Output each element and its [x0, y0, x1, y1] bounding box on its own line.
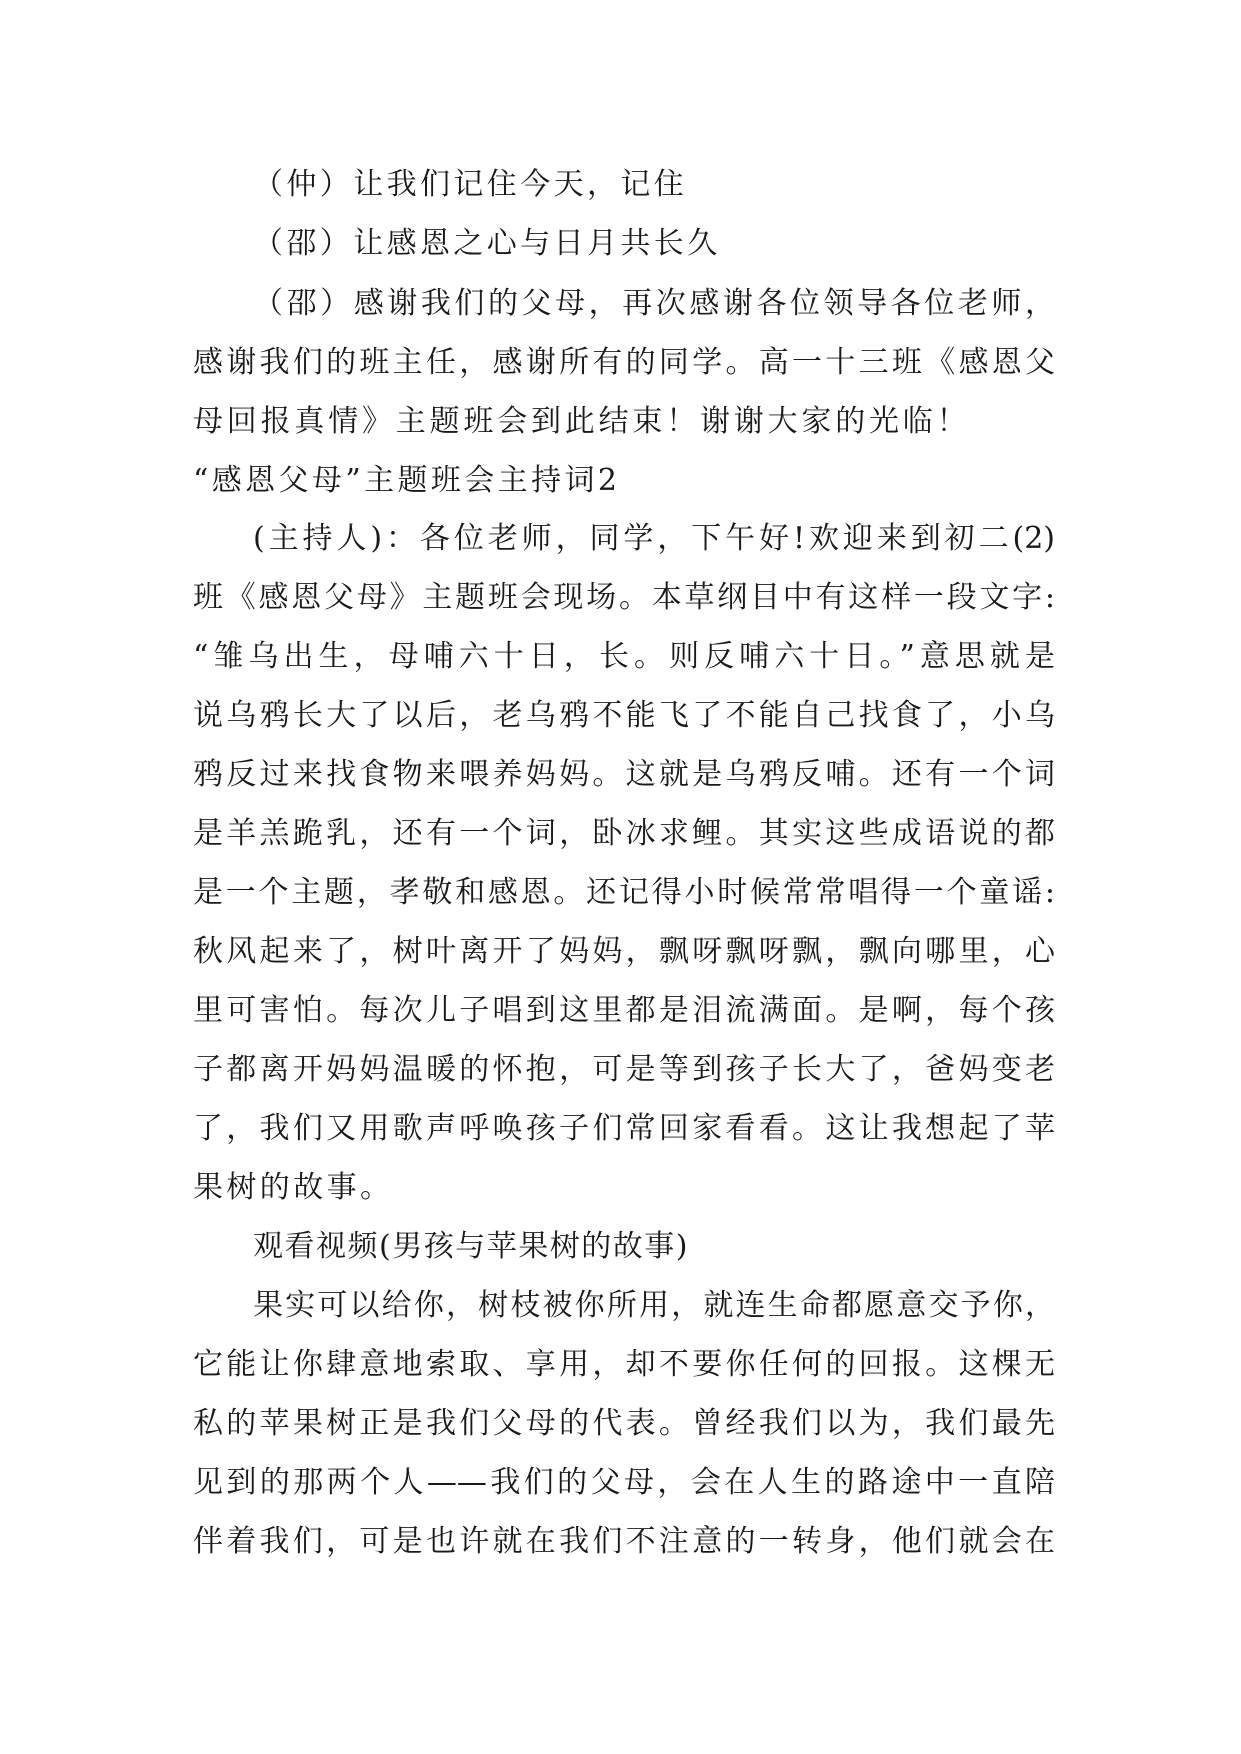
text-line: 果树的故事。 [193, 1170, 394, 1205]
text-line: 见到的那两个人——我们的父母，会在人生的路途中一直陪 [193, 1465, 1055, 1500]
text-line: 是羊羔跪乳，还有一个词，卧冰求鲤。其实这些成语说的都 [193, 816, 1055, 851]
text-line: 鸦反过来找食物来喂养妈妈。这就是乌鸦反哺。还有一个词 [193, 757, 1055, 792]
text-line: 果实可以给你，树枝被你所用，就连生命都愿意交予你， [253, 1288, 1055, 1323]
text-line: （邵）让感恩之心与日月共长久 [253, 226, 721, 261]
text-line: 母回报真情》主题班会到此结束！谢谢大家的光临！ [193, 404, 971, 439]
text-line: 子都离开妈妈温暖的怀抱，可是等到孩子长大了，爸妈变老 [193, 1052, 1055, 1087]
text-line: 伴着我们，可是也许就在我们不注意的一转身，他们就会在 [193, 1524, 1055, 1559]
text-line: 是一个主题，孝敬和感恩。还记得小时候常常唱得一个童谣: [193, 875, 1055, 910]
text-line: “雏乌出生，母哺六十日，长。则反哺六十日。”意思就是 [193, 639, 1055, 674]
text-line: 秋风起来了，树叶离开了妈妈，飘呀飘呀飘，飘向哪里，心 [193, 934, 1055, 969]
text-line: 私的苹果树正是我们父母的代表。曾经我们以为，我们最先 [193, 1406, 1055, 1441]
text-line: 了，我们又用歌声呼唤孩子们常回家看看。这让我想起了苹 [193, 1111, 1055, 1146]
text-line: (主持人)：各位老师，同学，下午好!欢迎来到初二(2) [253, 521, 1055, 556]
text-line: 观看视频(男孩与苹果树的故事) [253, 1229, 689, 1264]
text-line: 它能让你肆意地索取、享用，却不要你任何的回报。这棵无 [193, 1347, 1055, 1382]
section-heading: “感恩父母”主题班会主持词2 [193, 463, 621, 498]
text-line: 班《感恩父母》主题班会现场。本草纲目中有这样一段文字: [193, 580, 1055, 615]
text-line: （邵）感谢我们的父母，再次感谢各位领导各位老师， [253, 286, 1055, 321]
text-line: 说乌鸦长大了以后，老乌鸦不能飞了不能自己找食了，小乌 [193, 698, 1055, 733]
text-line: （仲）让我们记住今天，记住 [253, 167, 688, 202]
text-line: 感谢我们的班主任，感谢所有的同学。高一十三班《感恩父 [193, 345, 1055, 380]
text-line: 里可害怕。每次儿子唱到这里都是泪流满面。是啊，每个孩 [193, 993, 1055, 1028]
